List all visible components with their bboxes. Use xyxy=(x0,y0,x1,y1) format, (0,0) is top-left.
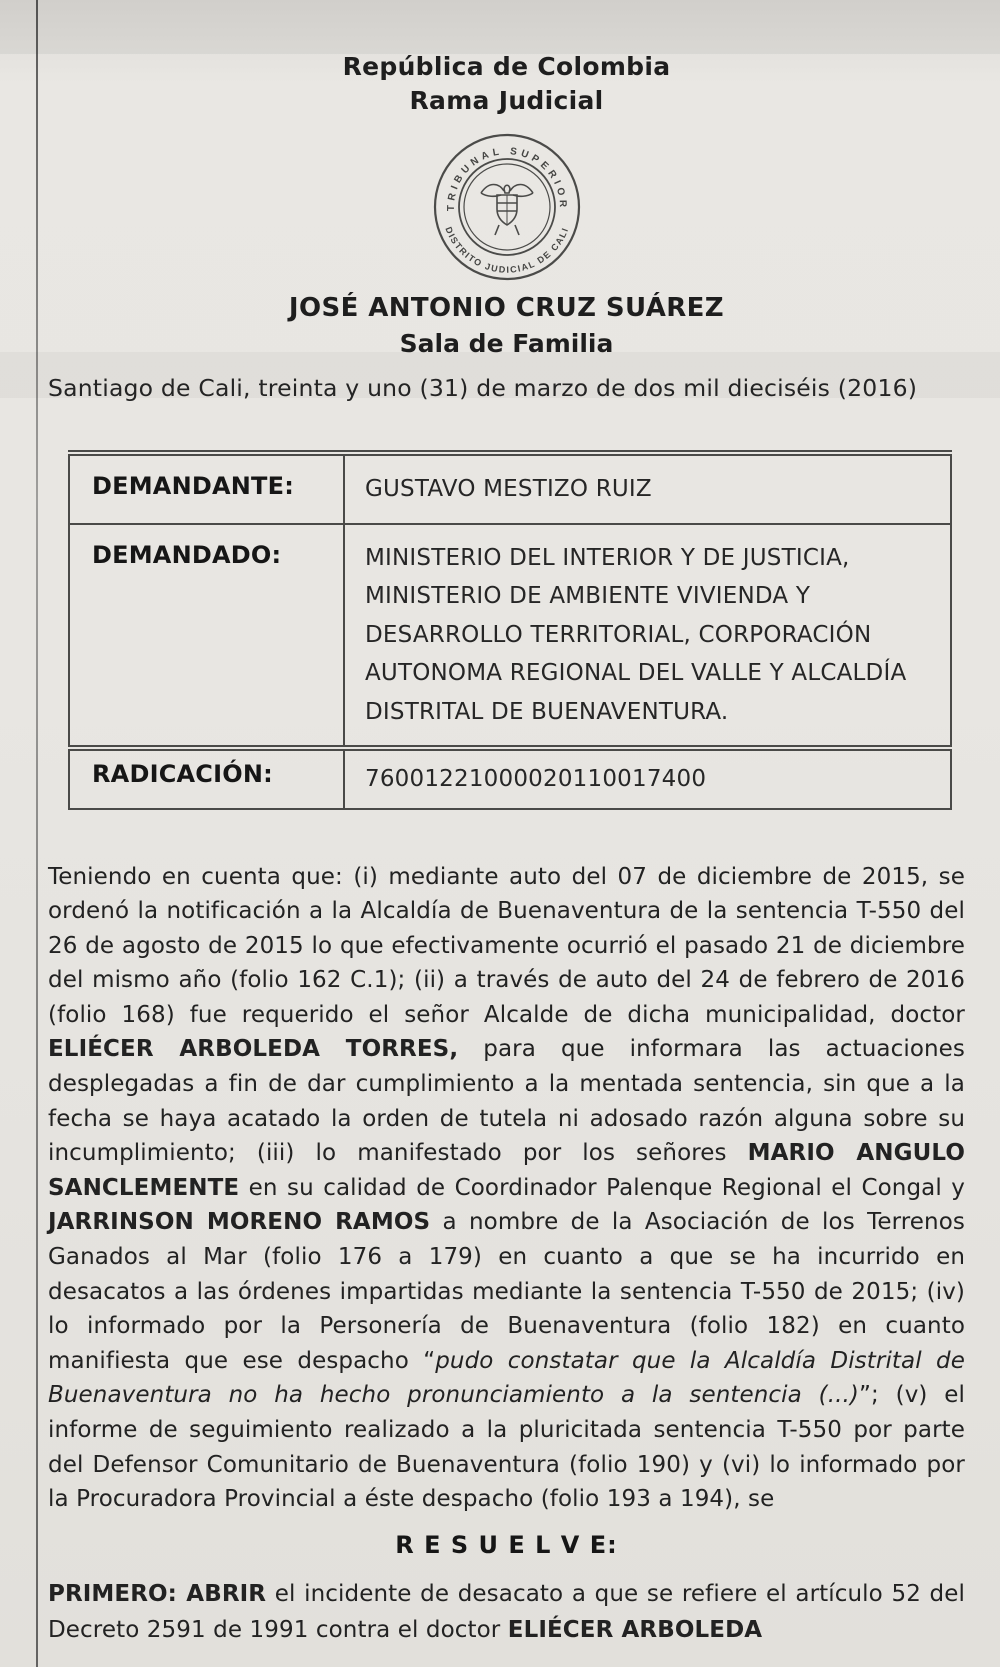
country-title: República de Colombia xyxy=(342,52,671,81)
coat-of-arms-icon xyxy=(481,185,533,236)
row-value: 76001221000020110017400 xyxy=(344,748,951,809)
court-seal-icon xyxy=(427,127,587,287)
case-table xyxy=(68,450,952,810)
row-label: DEMANDADO: xyxy=(69,524,344,749)
court-seal xyxy=(427,127,587,291)
resolve-heading: R E S U E L V E: xyxy=(395,1530,618,1559)
row-value: GUSTAVO MESTIZO RUIZ xyxy=(344,453,951,524)
seal-top-text: TRIBUNAL SUPERIOR xyxy=(445,146,568,212)
chamber-name: Sala de Familia xyxy=(399,329,614,358)
row-label: DEMANDANTE: xyxy=(69,453,344,524)
scan-shadow-top xyxy=(0,0,1000,54)
table-row-radicacion xyxy=(69,748,951,809)
first-order-paragraph: PRIMERO: ABRIR el incidente de desacato a que se refiere el artículo 52 del Decreto 2591 de 1991 contra el doctor ELIÉCER ARBOLEDA xyxy=(48,1580,965,1643)
table-row-demandado xyxy=(69,524,951,749)
table-row-demandante xyxy=(69,453,951,524)
seal-bottom-text: DISTRITO JUDICIAL DE CALI xyxy=(442,225,571,275)
date-line: Santiago de Cali, treinta y uno (31) de marzo de dos mil dieciséis (2016) xyxy=(48,374,918,402)
judicial-branch-title: Rama Judicial xyxy=(409,86,604,115)
judge-name: JOSÉ ANTONIO CRUZ SUÁREZ xyxy=(288,293,725,323)
row-label: RADICACIÓN: xyxy=(69,748,344,809)
considering-paragraph: Teniendo en cuenta que: (i) mediante auto del 07 de diciembre de 2015, se ordenó la notificación a la Alcaldía de Buenaventura de la sentencia T-550 del 26 de agosto de 2015 lo que efectivamente ocurrió el pasado 21 de diciembre del mismo año (folio 162 C.1); (ii) a través de auto del 24 de febrero de 2016 (folio 168) fue requerido el señor Alcalde de dicha municipalidad, doctor ELIÉCER ARBOLEDA TORRES, para que informara las actuaciones desplegadas a fin de dar cumplimiento a la mentada sentencia, sin que a la fecha se haya acatado la orden de tutela ni adosado razón alguna sobre su incumplimiento; (iii) lo manifestado por los señores MARIO ANGULO SANCLEMENTE en su calidad de Coordinador Palenque Regional el Congal y JARRINSON MORENO RAMOS a nombre de la Asociación de los Terrenos Ganados al Mar (folio 176 a 179) en cuanto a que se ha incurrido en desacatos a las órdenes impartidas mediante la sentencia T-550 de 2015; (iv) lo informado por la Personería de Buenaventura (folio 182) en cuanto manifiesta que ese despacho “pudo constatar que la Alcaldía Distrital de Buenaventura no ha hecho pronunciamiento a la sentencia (...)”; (v) el informe de seguimiento realizado a la pluricitada sentencia T-550 por parte del Defensor Comunitario de Buenaventura (folio 190) y (vi) lo informado por la Procuradora Provincial a éste despacho (folio 193 a 194), se xyxy=(48,863,966,1513)
document-content xyxy=(0,52,1000,1648)
row-value: MINISTERIO DEL INTERIOR Y DE JUSTICIA, MINISTERIO DE AMBIENTE VIVIENDA Y DESARROLLO TERRITORIAL, CORPORACIÓN AUTONOMA REGIONAL DEL VALLE Y ALCALDÍA DISTRITAL DE BUENAVENTURA. xyxy=(344,524,951,749)
